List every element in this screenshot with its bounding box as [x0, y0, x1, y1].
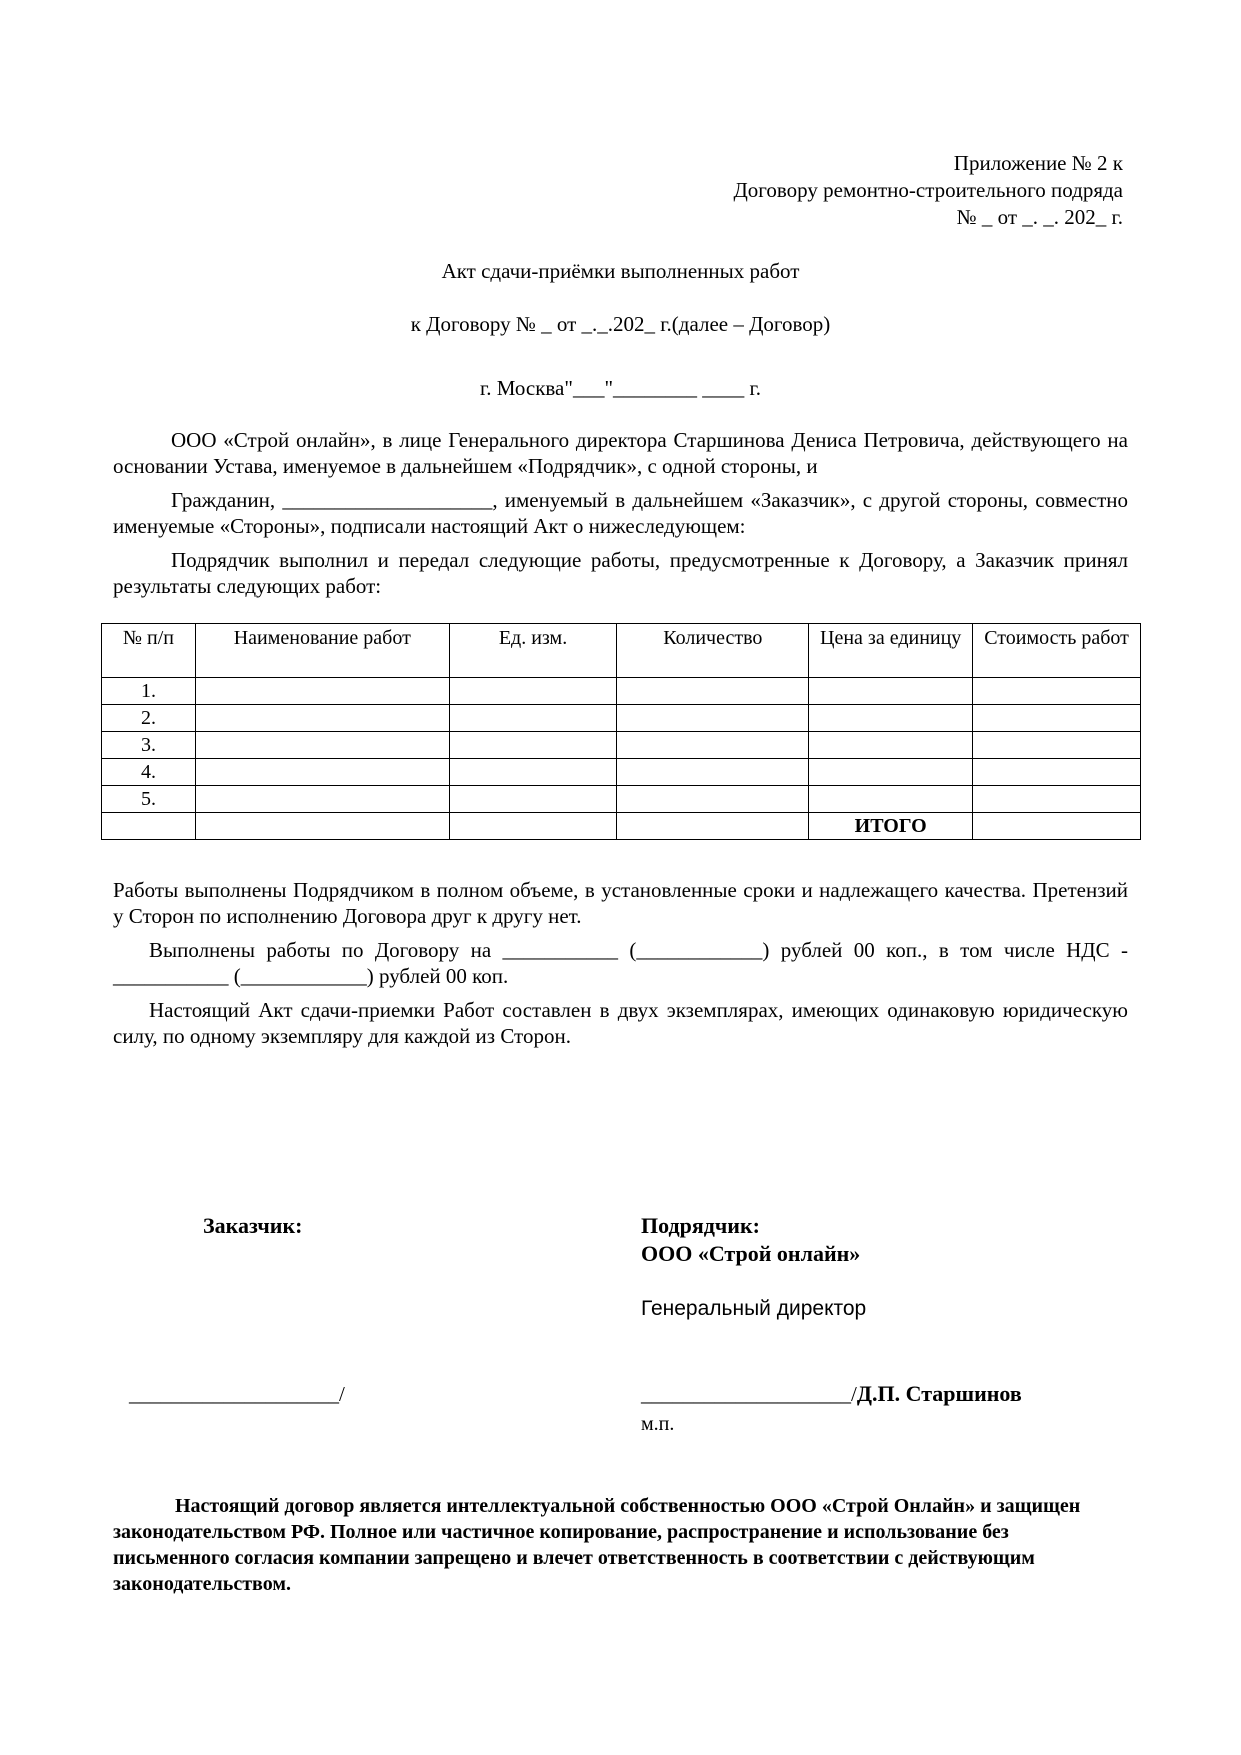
contractor-sign-underline: ____________________/	[641, 1382, 857, 1406]
contractor-position: Генеральный директор	[641, 1297, 867, 1320]
contractor-signatory-name: Д.П. Старшинов	[856, 1381, 1022, 1406]
table-row	[102, 759, 1141, 786]
table-header-row	[102, 624, 1141, 678]
appendix-line-2: Договору ремонтно-строительного подряда	[733, 178, 1123, 202]
copies-paragraph: Настоящий Акт сдачи-приемки Работ составлен в двух экземплярах, имеющих одинаковую юридическую силу, по одному экземпляру для каждой из Сторон.	[113, 998, 1128, 1048]
header-cost: Стоимость работ	[973, 624, 1141, 678]
table-row	[102, 705, 1141, 732]
copyright-notice	[113, 1493, 1125, 1597]
place-and-date: г. Москва"___"________ ____ г.	[479, 376, 762, 400]
stamp-mark: м.п.	[641, 1413, 675, 1435]
row-number: 1.	[102, 678, 196, 705]
contractor-paragraph: ООО «Строй онлайн», в лице Генерального директора Старшинова Дениса Петровича, действующего на основании Устава, именуемое в дальнейшем «Подрядчик», с одной стороны, и	[113, 428, 1128, 478]
contractor-company: ООО «Строй онлайн»	[641, 1241, 861, 1266]
header-number: № п/п	[102, 624, 196, 678]
works-completed-paragraph: Работы выполнены Подрядчиком в полном объеме, в установленные сроки и надлежащего качества. Претензий у Сторон по исполнению Договора друг к другу нет.	[113, 878, 1128, 928]
appendix-header	[733, 150, 1123, 231]
customer-signature-line: ____________________/	[129, 1382, 345, 1406]
table-row	[102, 786, 1141, 813]
table-row	[102, 732, 1141, 759]
contractor-signature-line	[641, 1381, 1022, 1407]
copyright-text: Настоящий договор является интеллектуальной собственностью ООО «Строй Онлайн» и защищен законодательством РФ. Полное или частичное копирование, распространение и использование без письменного согласия компании запрещено и влечет ответственность в соответствии с действующим законодательством.	[113, 1495, 1081, 1595]
customer-paragraph: Гражданин, ____________________, именуемый в дальнейшем «Заказчик», с другой стороны, совместно именуемые «Стороны», подписали настоящий Акт о нижеследующем:	[113, 488, 1128, 538]
customer-label: Заказчик:	[203, 1213, 303, 1238]
contractor-label: Подрядчик:	[641, 1213, 760, 1238]
appendix-line-3: № _ от _. _. 202_ г.	[956, 205, 1123, 229]
works-table	[101, 623, 1141, 840]
amount-paragraph: Выполнены работы по Договору на ___________ (____________) рублей 00 коп., в том числе НДС - ___________ (____________) рублей 00 коп.	[113, 938, 1128, 988]
document-title: Акт сдачи-приёмки выполненных работ	[441, 259, 800, 283]
row-number: 5.	[102, 786, 196, 813]
header-work-name: Наименование работ	[195, 624, 449, 678]
row-number: 4.	[102, 759, 196, 786]
header-unit: Ед. изм.	[449, 624, 617, 678]
parties-paragraph	[113, 427, 1128, 599]
row-number: 3.	[102, 732, 196, 759]
document-subtitle: к Договору № _ от _._.202_ г.(далее – Договор)	[410, 312, 831, 336]
row-number: 2.	[102, 705, 196, 732]
appendix-line-1: Приложение № 2 к	[953, 151, 1123, 175]
header-unit-price: Цена за единицу	[809, 624, 973, 678]
table-total-row	[102, 813, 1141, 840]
total-label: ИТОГО	[809, 813, 973, 840]
works-intro-paragraph: Подрядчик выполнил и передал следующие работы, предусмотренные к Договору, а Заказчик принял результаты следующих работ:	[113, 548, 1128, 598]
header-quantity: Количество	[617, 624, 809, 678]
body-paragraphs	[113, 877, 1128, 1049]
table-row	[102, 678, 1141, 705]
